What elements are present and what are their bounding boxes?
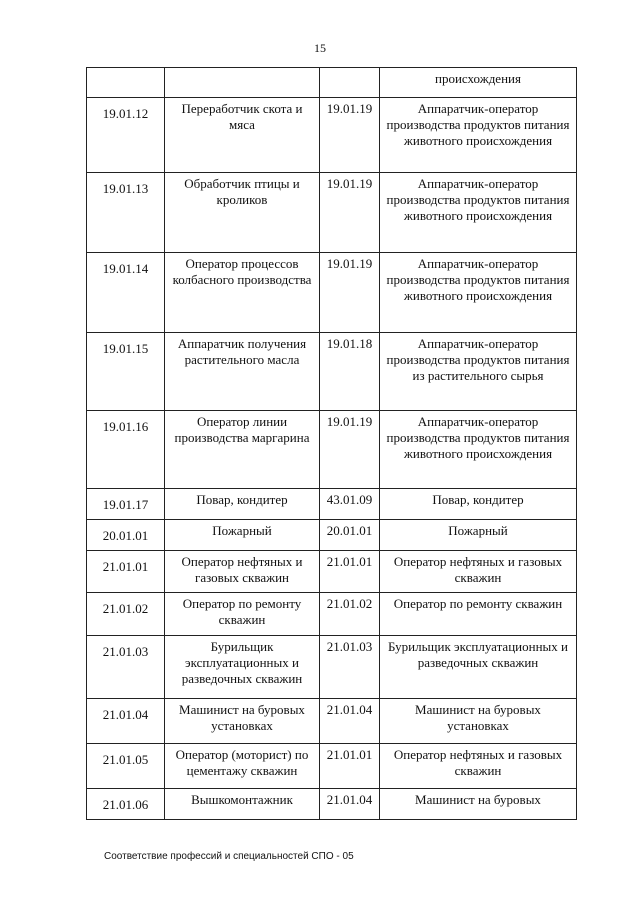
spo-code-cell: 21.01.01 xyxy=(320,551,380,593)
spo-code-cell: 21.01.04 xyxy=(320,699,380,744)
spo-name-cell: Оператор нефтяных и газовых скважин xyxy=(380,744,577,789)
spo-code-cell: 19.01.18 xyxy=(320,333,380,411)
spo-code-cell: 20.01.01 xyxy=(320,520,380,551)
profession-name-cell xyxy=(165,68,320,98)
table-row xyxy=(87,744,577,789)
profession-name-cell: Оператор по ремонту скважин xyxy=(165,593,320,636)
spo-name-cell: Машинист на буровых xyxy=(380,789,577,820)
spo-code-cell: 19.01.19 xyxy=(320,411,380,489)
table-row xyxy=(87,789,577,820)
spo-code-cell: 19.01.19 xyxy=(320,98,380,173)
profession-code-cell: 21.01.03 xyxy=(87,636,165,699)
spo-code-cell: 43.01.09 xyxy=(320,489,380,520)
spo-name-cell: Бурильщик эксплуатационных и разведочных скважин xyxy=(380,636,577,699)
table-body xyxy=(87,68,577,820)
spo-code-cell: 21.01.03 xyxy=(320,636,380,699)
table-row xyxy=(87,593,577,636)
table-row xyxy=(87,551,577,593)
table-row xyxy=(87,173,577,253)
profession-name-cell: Оператор процессов колбасного производства xyxy=(165,253,320,333)
spo-name-cell: Оператор нефтяных и газовых скважин xyxy=(380,551,577,593)
spo-code-cell: 21.01.02 xyxy=(320,593,380,636)
profession-code-cell: 21.01.02 xyxy=(87,593,165,636)
profession-code-cell: 19.01.16 xyxy=(87,411,165,489)
profession-name-cell: Бурильщик эксплуатационных и разведочных скважин xyxy=(165,636,320,699)
profession-code-cell: 20.01.01 xyxy=(87,520,165,551)
profession-code-cell: 21.01.04 xyxy=(87,699,165,744)
table-row xyxy=(87,699,577,744)
profession-code-cell: 21.01.01 xyxy=(87,551,165,593)
table-row xyxy=(87,520,577,551)
spo-name-cell: происхождения xyxy=(380,68,577,98)
spo-name-cell: Пожарный xyxy=(380,520,577,551)
table-row xyxy=(87,253,577,333)
spo-name-cell: Аппаратчик-оператор производства продуктов питания из растительного сырья xyxy=(380,333,577,411)
profession-code-cell: 19.01.15 xyxy=(87,333,165,411)
page-number: 15 xyxy=(314,41,326,55)
spo-code-cell: 19.01.19 xyxy=(320,173,380,253)
profession-code-cell: 21.01.06 xyxy=(87,789,165,820)
table-row xyxy=(87,411,577,489)
spo-code-cell xyxy=(320,68,380,98)
profession-name-cell: Повар, кондитер xyxy=(165,489,320,520)
profession-code-cell: 19.01.14 xyxy=(87,253,165,333)
table-row xyxy=(87,636,577,699)
spo-name-cell: Аппаратчик-оператор производства продуктов питания животного происхождения xyxy=(380,98,577,173)
spo-name-cell: Оператор по ремонту скважин xyxy=(380,593,577,636)
profession-name-cell: Оператор линии производства маргарина xyxy=(165,411,320,489)
profession-name-cell: Оператор (моторист) по цементажу скважин xyxy=(165,744,320,789)
profession-code-cell: 19.01.13 xyxy=(87,173,165,253)
table-row xyxy=(87,68,577,98)
spo-name-cell: Повар, кондитер xyxy=(380,489,577,520)
spo-name-cell: Аппаратчик-оператор производства продуктов питания животного происхождения xyxy=(380,253,577,333)
profession-name-cell: Оператор нефтяных и газовых скважин xyxy=(165,551,320,593)
profession-code-cell: 19.01.17 xyxy=(87,489,165,520)
profession-name-cell: Пожарный xyxy=(165,520,320,551)
table-row xyxy=(87,98,577,173)
profession-code-cell: 21.01.05 xyxy=(87,744,165,789)
profession-code-cell xyxy=(87,68,165,98)
profession-code-cell: 19.01.12 xyxy=(87,98,165,173)
footer-text: Соответствие профессий и специальностей СПО - 05 xyxy=(104,851,354,862)
spo-code-cell: 21.01.01 xyxy=(320,744,380,789)
profession-name-cell: Обработчик птицы и кроликов xyxy=(165,173,320,253)
profession-name-cell: Вышкомонтажник xyxy=(165,789,320,820)
spo-name-cell: Машинист на буровых установках xyxy=(380,699,577,744)
spo-name-cell: Аппаратчик-оператор производства продуктов питания животного происхождения xyxy=(380,411,577,489)
table-row xyxy=(87,489,577,520)
spo-code-cell: 21.01.04 xyxy=(320,789,380,820)
table-row xyxy=(87,333,577,411)
spo-code-cell: 19.01.19 xyxy=(320,253,380,333)
correspondence-table xyxy=(86,67,577,820)
profession-name-cell: Аппаратчик получения растительного масла xyxy=(165,333,320,411)
profession-name-cell: Переработчик скота и мяса xyxy=(165,98,320,173)
profession-name-cell: Машинист на буровых установках xyxy=(165,699,320,744)
spo-name-cell: Аппаратчик-оператор производства продуктов питания животного происхождения xyxy=(380,173,577,253)
